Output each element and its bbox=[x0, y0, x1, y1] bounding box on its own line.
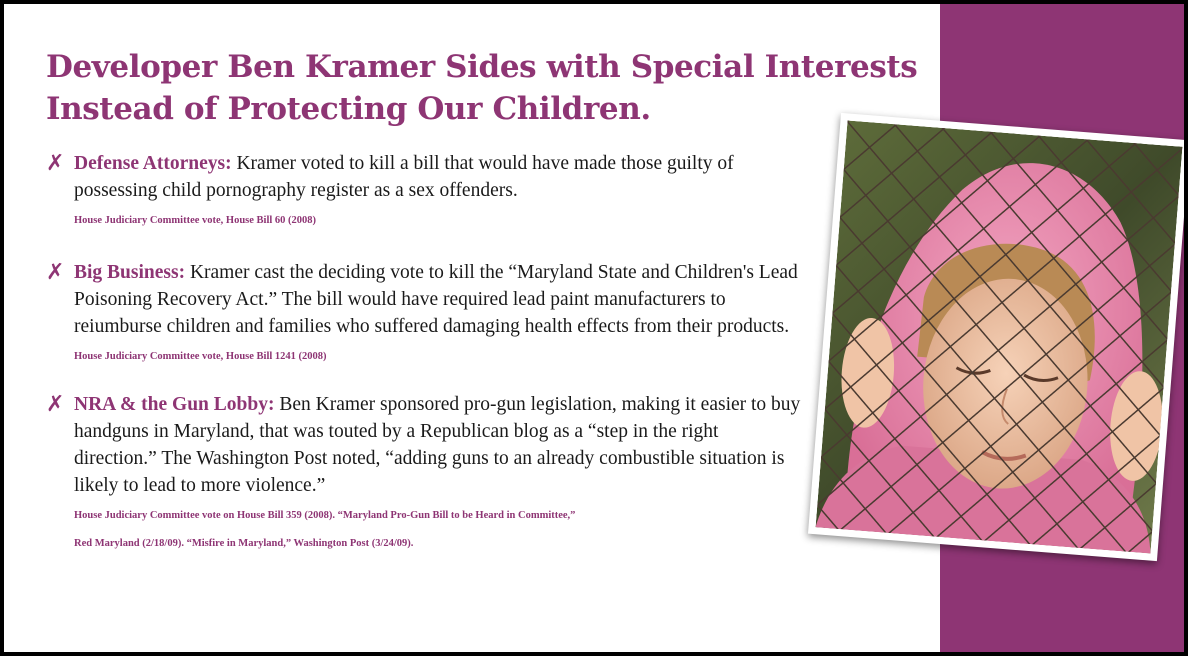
headline bbox=[46, 46, 926, 130]
photo-illustration bbox=[816, 120, 1183, 553]
item-lead: Big Business: bbox=[74, 262, 186, 283]
item-lead: Defense Attorneys: bbox=[74, 153, 232, 174]
headline-line-2: Instead of Protecting Our Children. bbox=[46, 91, 651, 127]
item-source: House Judiciary Committee vote, House Bill 1241 (2008) bbox=[74, 351, 327, 362]
item-body bbox=[74, 259, 806, 340]
x-mark-icon: ✗ bbox=[46, 392, 65, 417]
item-body bbox=[74, 391, 806, 499]
item-text: Kramer voted to kill a bill that would have made those guilty of possessing child pornography register as a sex offenders. bbox=[74, 153, 734, 201]
item-lead: NRA & the Gun Lobby: bbox=[74, 394, 275, 415]
list-item bbox=[46, 150, 806, 228]
headline-line-1: Developer Ben Kramer Sides with Special Interests bbox=[46, 49, 918, 85]
item-source: House Judiciary Committee vote, House Bill 60 (2008) bbox=[74, 215, 317, 226]
child-behind-fence-photo bbox=[816, 120, 1183, 553]
item-source: House Judiciary Committee vote on House Bill 359 (2008). “Maryland Pro-Gun Bill to be Heard in Committee,” bbox=[74, 510, 576, 521]
x-mark-icon: ✗ bbox=[46, 260, 65, 285]
item-text: Ben Kramer sponsored pro-gun legislation, making it easier to buy handguns in Maryland, that was touted by a Republican blog as a “step in the right direction.” The Washington Post noted, “adding guns to an already combustible situation is likely to lead to more violence.” bbox=[74, 394, 801, 496]
item-body bbox=[74, 150, 806, 204]
list-item bbox=[46, 259, 806, 364]
photo-frame bbox=[808, 113, 1188, 561]
x-mark-icon: ✗ bbox=[46, 151, 65, 176]
item-list bbox=[46, 150, 806, 551]
item-source: Red Maryland (2/18/09). “Misfire in Maryland,” Washington Post (3/24/09). bbox=[74, 538, 414, 549]
list-item bbox=[46, 391, 806, 551]
item-text: Kramer cast the deciding vote to kill the “Maryland State and Children's Lead Poisoning Recovery Act.” The bill would have required lead paint manufacturers to reiumburse children and families who suffered damaging health effects from their products. bbox=[74, 262, 798, 337]
